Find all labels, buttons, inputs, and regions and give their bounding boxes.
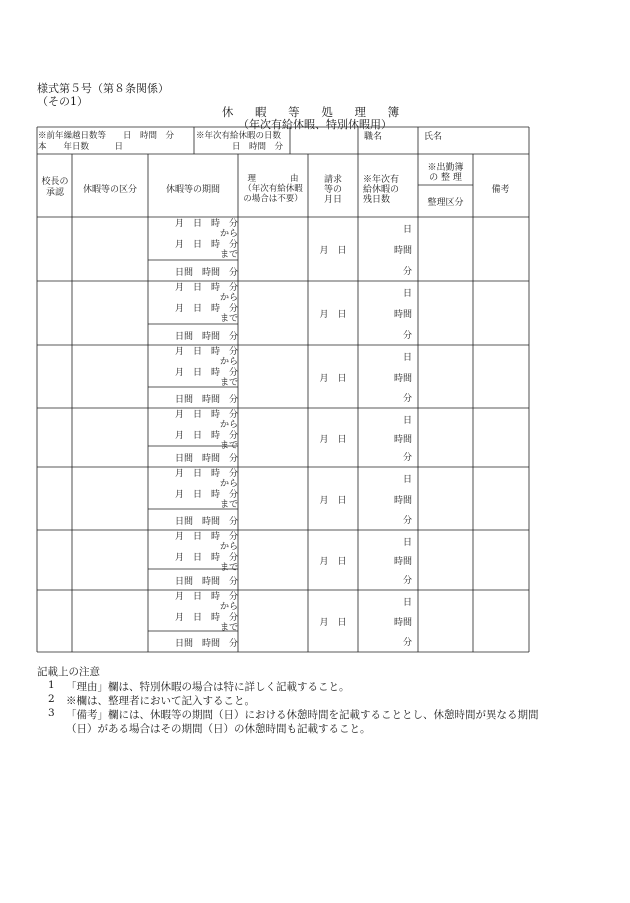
leave-period-header: 休暇等の期間	[165, 185, 220, 195]
leave-type-header: 休暇等の区分	[82, 185, 137, 195]
to-text: まで	[219, 500, 238, 510]
request-date-cell: 月 日	[319, 618, 347, 628]
note-number: 3	[48, 707, 55, 719]
attendance-header2: の 整 理	[429, 173, 462, 183]
name-label: 氏名	[424, 132, 443, 142]
duration-text: 日間 時間 分	[174, 395, 238, 405]
from-date-text: 月 日 時 分	[174, 347, 238, 357]
remaining-minutes-text: 分	[402, 267, 412, 277]
to-text: まで	[219, 314, 238, 324]
page-subtitle: （年次有給休暇、特別休暇用）	[238, 118, 392, 131]
job-title-label: 職名	[364, 132, 383, 142]
remaining-days-text: 日	[402, 289, 412, 299]
request-date-cell: 月 日	[319, 434, 347, 445]
request-date-cell: 月 日	[319, 557, 347, 567]
duration-text: 日間 時間 分	[174, 454, 238, 464]
remaining-hours-text: 時間	[393, 246, 412, 256]
remaining-days-text: 日	[402, 598, 412, 608]
request-date-header1: 請求	[323, 175, 342, 185]
to-text: まで	[219, 623, 238, 633]
remaining-days-header2: 給休暇の	[363, 185, 400, 195]
to-text: まで	[219, 441, 238, 451]
classification-header: 整理区分	[427, 198, 464, 208]
attendance-header1: ※出勤簿	[427, 163, 464, 173]
request-date-cell: 月 日	[319, 373, 347, 384]
request-date-header2: 等の	[323, 185, 342, 195]
to-date-text: 月 日 時 分	[174, 490, 238, 500]
duration-text: 日間 時間 分	[174, 577, 238, 587]
request-date-cell: 月 日	[319, 246, 347, 256]
note-text: ※欄は、整理者において記入すること。	[66, 695, 255, 707]
from-date-text: 月 日 時 分	[174, 219, 238, 229]
duration-text: 日間 時間 分	[174, 332, 238, 342]
note-text: （日）がある場合はその期間（日）の休憩時間も記載すること。	[66, 723, 371, 735]
carry-over-line1: ※前年繰越日数等 日 時間 分	[38, 131, 175, 141]
note-text: 「理由」欄は、特別休暇の場合は特に詳しく記載すること。	[66, 681, 350, 693]
to-text: まで	[219, 250, 238, 260]
from-text: から	[219, 357, 238, 367]
to-date-text: 月 日 時 分	[174, 368, 238, 378]
principal-approval-header: 校長の 承認	[41, 177, 69, 198]
from-date-text: 月 日 時 分	[174, 410, 238, 420]
from-text: から	[219, 420, 238, 430]
annual-leave-days-label: ※年次有給休暇の日数	[196, 131, 282, 141]
duration-text: 日間 時間 分	[174, 268, 238, 278]
remaining-minutes-text: 分	[402, 576, 412, 586]
annual-leave-days-units: 日 時間 分	[232, 142, 284, 152]
remaining-hours-text: 時間	[393, 373, 412, 384]
note-number: 2	[48, 693, 55, 705]
remaining-hours-text: 時間	[393, 310, 412, 320]
to-date-text: 月 日 時 分	[174, 240, 238, 250]
carry-over-line2: 本 年日数 日	[38, 142, 124, 152]
remaining-days-text: 日	[402, 225, 412, 235]
to-date-text: 月 日 時 分	[174, 613, 238, 623]
duration-text: 日間 時間 分	[174, 517, 238, 527]
remaining-minutes-text: 分	[402, 394, 412, 404]
remaining-minutes-text: 分	[402, 516, 412, 526]
from-text: から	[219, 229, 238, 239]
request-date-cell: 月 日	[319, 495, 347, 506]
remaining-minutes-text: 分	[402, 331, 412, 341]
duration-text: 日間 時間 分	[174, 639, 238, 649]
request-date-cell: 月 日	[319, 310, 347, 320]
form-number: 様式第５号（第８条関係）	[37, 82, 169, 95]
note-number: 1	[48, 679, 55, 691]
remaining-minutes-text: 分	[402, 638, 412, 648]
from-text: から	[219, 542, 238, 552]
remaining-days-text: 日	[402, 353, 412, 363]
to-text: まで	[219, 563, 238, 573]
remaining-hours-text: 時間	[393, 557, 412, 567]
reason-header: 理 由	[247, 174, 299, 184]
note-text: 「備考」欄には、休暇等の期間（日）における休憩時間を記載することとし、休憩時間が異なる期間	[66, 709, 539, 721]
remaining-days-header1: ※年次有	[363, 175, 400, 185]
remaining-days-text: 日	[402, 475, 412, 485]
from-date-text: 月 日 時 分	[174, 592, 238, 602]
request-date-header3: 月日	[323, 195, 342, 205]
to-date-text: 月 日 時 分	[174, 553, 238, 563]
to-date-text: 月 日 時 分	[174, 431, 238, 441]
remaining-days-text: 日	[402, 416, 412, 426]
reason-header-note2: の場合は不要）	[243, 194, 303, 204]
remaining-days-text: 日	[402, 538, 412, 548]
remaining-hours-text: 時間	[393, 495, 412, 506]
from-text: から	[219, 479, 238, 489]
remaining-days-header3: 残日数	[363, 195, 391, 205]
remaining-hours-text: 時間	[393, 618, 412, 628]
remarks-header: 備考	[491, 185, 510, 195]
to-date-text: 月 日 時 分	[174, 304, 238, 314]
remaining-minutes-text: 分	[402, 453, 412, 463]
from-text: から	[219, 602, 238, 612]
reason-header-note1: （年次有給休暇	[243, 184, 303, 194]
from-text: から	[219, 293, 238, 303]
form-part: （その1）	[37, 95, 88, 108]
from-date-text: 月 日 時 分	[174, 283, 238, 293]
from-date-text: 月 日 時 分	[174, 532, 238, 542]
remaining-hours-text: 時間	[393, 434, 412, 445]
to-text: まで	[219, 378, 238, 388]
from-date-text: 月 日 時 分	[174, 469, 238, 479]
page-title: 休 暇 等 処 理 簿	[221, 105, 409, 119]
notes-heading: 記載上の注意	[37, 666, 100, 678]
